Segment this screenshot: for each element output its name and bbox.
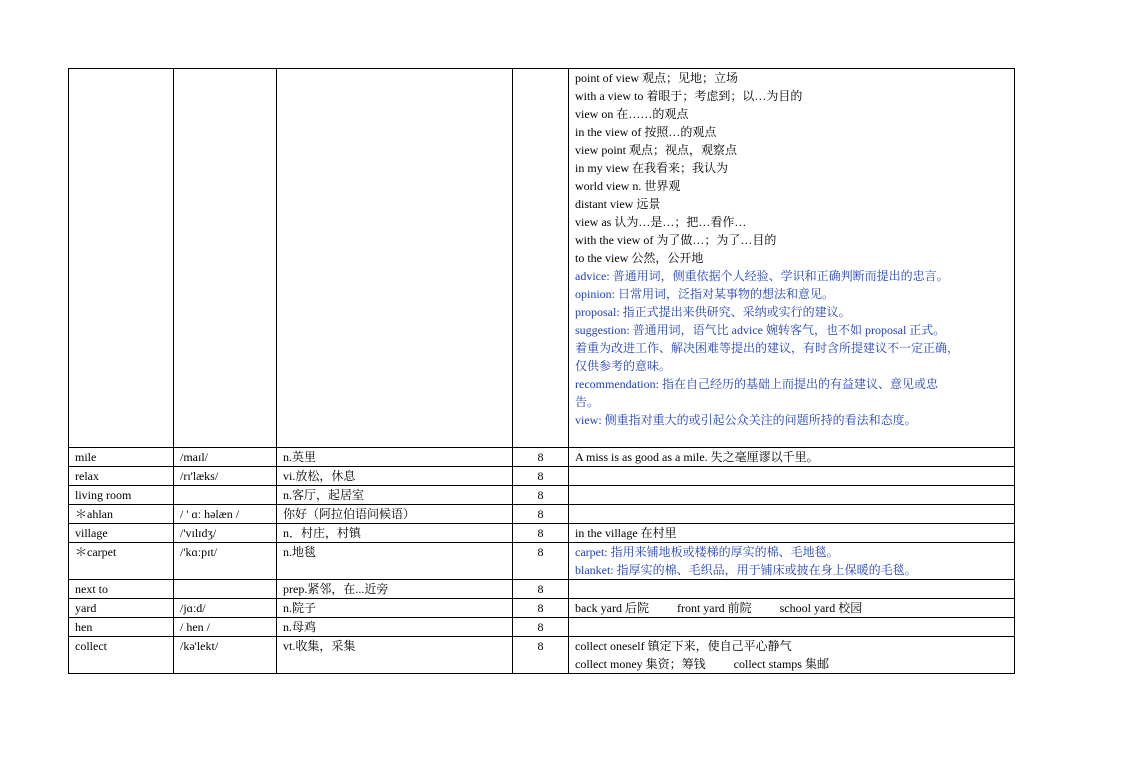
phonetic-cell: /jɑːd/ — [174, 599, 277, 618]
note-phrase: front yard 前院 — [676, 601, 752, 615]
meaning-cell: vi.放松，休息 — [277, 467, 513, 486]
unit-cell — [513, 69, 569, 448]
note-line: advice: 普通用词，侧重依据个人经验、学识和正确判断而提出的忠言。 — [575, 269, 949, 283]
note-phrase: collect stamps 集邮 — [733, 657, 829, 671]
notes-cell — [569, 467, 1015, 486]
word-cell — [69, 69, 174, 448]
notes-cell — [569, 69, 1015, 448]
word-cell: next to — [69, 580, 174, 599]
table-row-view-notes — [69, 69, 1015, 448]
unit-cell: 8 — [513, 505, 569, 524]
table-row — [69, 486, 1015, 505]
notes-cell — [569, 618, 1015, 637]
note-phrase: back yard 后院 — [575, 601, 649, 615]
notes-cell — [569, 448, 1015, 467]
phonetic-cell — [174, 69, 277, 448]
vocabulary-table — [68, 68, 1015, 674]
notes-cell — [569, 543, 1015, 580]
word-cell: collect — [69, 637, 174, 674]
note-line: opinion: 日常用词，泛指对某事物的想法和意见。 — [575, 287, 835, 301]
unit-cell: 8 — [513, 543, 569, 580]
note-line: blanket: 指厚实的棉、毛织品，用于铺床或披在身上保暖的毛毯。 — [575, 563, 917, 577]
note-line: point of view 观点；见地；立场 — [575, 71, 738, 85]
unit-cell: 8 — [513, 486, 569, 505]
word-cell: living room — [69, 486, 174, 505]
table-row — [69, 524, 1015, 543]
unit-cell: 8 — [513, 580, 569, 599]
note-line: view point 观点；视点，观察点 — [575, 143, 737, 157]
note-line: in the view of 按照…的观点 — [575, 125, 717, 139]
meaning-cell: n.地毯 — [277, 543, 513, 580]
meaning-cell: 你好（阿拉伯语问候语） — [277, 505, 513, 524]
note-line: recommendation: 指在自己经历的基础上而提出的有益建议、意见或忠 — [575, 377, 938, 391]
note-line: world view n. 世界观 — [575, 179, 681, 193]
note-line: proposal: 指正式提出来供研究、采纳或实行的建议。 — [575, 305, 851, 319]
note-line: in my view 在我看来；我认为 — [575, 161, 728, 175]
table-row — [69, 599, 1015, 618]
unit-cell: 8 — [513, 599, 569, 618]
notes-cell — [569, 580, 1015, 599]
note-line: view: 侧重指对重大的或引起公众关注的问题所持的看法和态度。 — [575, 413, 917, 427]
table-row — [69, 467, 1015, 486]
word-cell: ＊ahlan — [69, 505, 174, 524]
table-row — [69, 580, 1015, 599]
meaning-cell: n.客厅，起居室 — [277, 486, 513, 505]
table-row — [69, 505, 1015, 524]
meaning-cell: n.母鸡 — [277, 618, 513, 637]
notes-cell — [569, 637, 1015, 674]
notes-cell — [569, 486, 1015, 505]
phonetic-cell: /maɪl/ — [174, 448, 277, 467]
unit-cell: 8 — [513, 618, 569, 637]
meaning-cell — [277, 69, 513, 448]
note-line: collect oneself 镇定下来，使自己平心静气 — [575, 639, 792, 653]
meaning-cell: vt.收集，采集 — [277, 637, 513, 674]
unit-cell: 8 — [513, 637, 569, 674]
note-line: 着重为改进工作、解决困难等提出的建议，有时含所提建议不一定正确， — [575, 341, 960, 355]
word-cell: mile — [69, 448, 174, 467]
unit-cell: 8 — [513, 448, 569, 467]
note-line: with a view to 着眼于；考虑到；以…为目的 — [575, 89, 803, 103]
meaning-cell: prep.紧邻，在...近旁 — [277, 580, 513, 599]
word-cell: hen — [69, 618, 174, 637]
phonetic-cell — [174, 580, 277, 599]
word-cell: village — [69, 524, 174, 543]
note-line: in the village 在村里 — [575, 526, 677, 540]
note-line — [575, 655, 1008, 673]
note-line: 仅供参考的意味。 — [575, 359, 672, 373]
note-line: A miss is as good as a mile. 失之毫厘谬以千里。 — [575, 450, 819, 464]
vocabulary-table-body — [69, 69, 1015, 674]
phonetic-cell: / hen / — [174, 618, 277, 637]
phonetic-cell: / ' ɑː həlæn / — [174, 505, 277, 524]
phonetic-cell: /rɪ'læks/ — [174, 467, 277, 486]
word-cell: relax — [69, 467, 174, 486]
notes-cell — [569, 505, 1015, 524]
phonetic-cell: /'kɑːpɪt/ — [174, 543, 277, 580]
table-row — [69, 543, 1015, 580]
meaning-cell: n.院子 — [277, 599, 513, 618]
note-line: distant view 远景 — [575, 197, 661, 211]
phonetic-cell — [174, 486, 277, 505]
note-phrase: collect money 集资；筹钱 — [575, 657, 706, 671]
unit-cell: 8 — [513, 524, 569, 543]
note-line — [575, 599, 1008, 617]
word-cell: yard — [69, 599, 174, 618]
note-line: to the view 公然，公开地 — [575, 251, 704, 265]
meaning-cell: n．村庄，村镇 — [277, 524, 513, 543]
meaning-cell: n.英里 — [277, 448, 513, 467]
note-line: with the view of 为了做…；为了…目的 — [575, 233, 777, 247]
word-cell: ＊carpet — [69, 543, 174, 580]
notes-cell — [569, 524, 1015, 543]
unit-cell: 8 — [513, 467, 569, 486]
notes-cell — [569, 599, 1015, 618]
table-row — [69, 448, 1015, 467]
phonetic-cell: /kə'lekt/ — [174, 637, 277, 674]
note-line: 告。 — [575, 395, 600, 409]
table-row — [69, 618, 1015, 637]
note-line: carpet: 指用来铺地板或楼梯的厚实的棉、毛地毯。 — [575, 545, 839, 559]
note-phrase: school yard 校园 — [779, 601, 863, 615]
phonetic-cell: /'vɪlɪdʒ/ — [174, 524, 277, 543]
note-line: view on 在……的观点 — [575, 107, 689, 121]
table-row — [69, 637, 1015, 674]
note-line: suggestion: 普通用词，语气比 advice 婉转客气，也不如 proposal 正式。 — [575, 323, 946, 337]
note-line: view as 认为…是…；把…看作… — [575, 215, 747, 229]
